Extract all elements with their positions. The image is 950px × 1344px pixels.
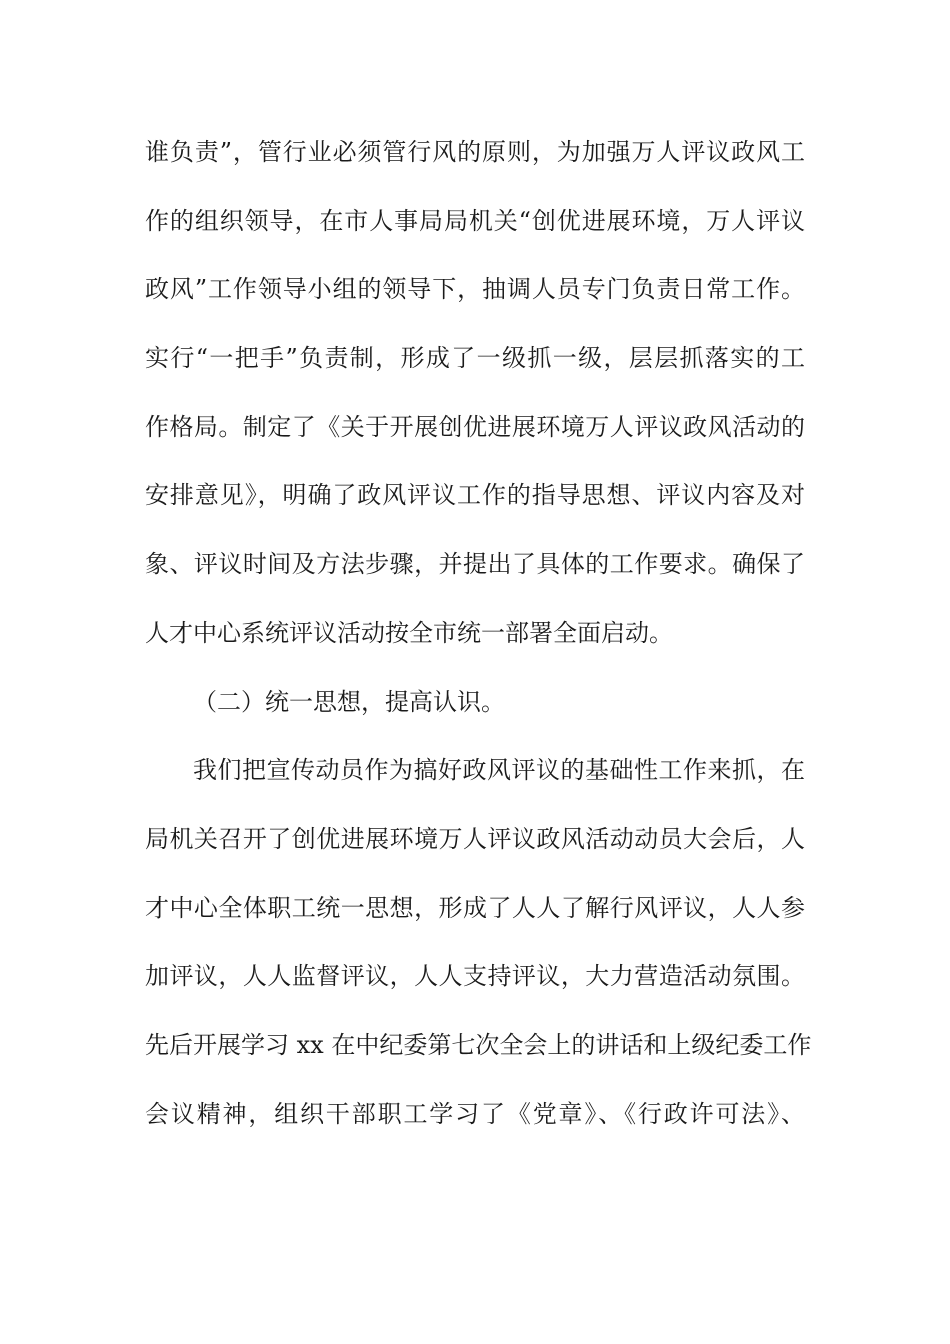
text-line: 人才中心系统评议活动按全市统一部署全面启动。 — [145, 618, 673, 647]
text-line: 加评议，人人监督评议，人人支持评议，大力营造活动氛围。 — [145, 962, 805, 991]
text-line: 先后开展学习 xx 在中纪委第七次全会上的讲话和上级纪委工作 — [145, 1030, 812, 1059]
text-line: 我们把宣传动员作为搞好政风评议的基础性工作来抓，在 — [193, 756, 805, 785]
text-line: 政风”工作领导小组的领导下，抽调人员专门负责日常工作。 — [145, 275, 805, 304]
text-line: 象、评议时间及方法步骤，并提出了具体的工作要求。确保了 — [145, 550, 805, 579]
text-line: 谁负责”，管行业必须管行风的原则，为加强万人评议政风工 — [145, 138, 805, 166]
document-body — [145, 124, 812, 1154]
text-line: 作的组织领导，在市人事局局机关“创优进展环境，万人评议 — [145, 206, 805, 235]
text-line: 安排意见》，明确了政风评议工作的指导思想、评议内容及对 — [145, 481, 805, 510]
text-line: 会议精神，组织干部职工学习了《党章》、《行政许可法》、 — [145, 1099, 805, 1128]
text-line: 局机关召开了创优进展环境万人评议政风活动动员大会后，人 — [145, 824, 805, 853]
text-line: 实行“一把手”负责制，形成了一级抓一级，层层抓落实的工 — [145, 344, 805, 373]
section-heading: （二）统一思想，提高认识。 — [193, 687, 505, 716]
text-line: 才中心全体职工统一思想，形成了人人了解行风评议，人人参 — [145, 893, 805, 922]
text-line: 作格局。制定了《关于开展创优进展环境万人评议政风活动的 — [145, 412, 805, 441]
